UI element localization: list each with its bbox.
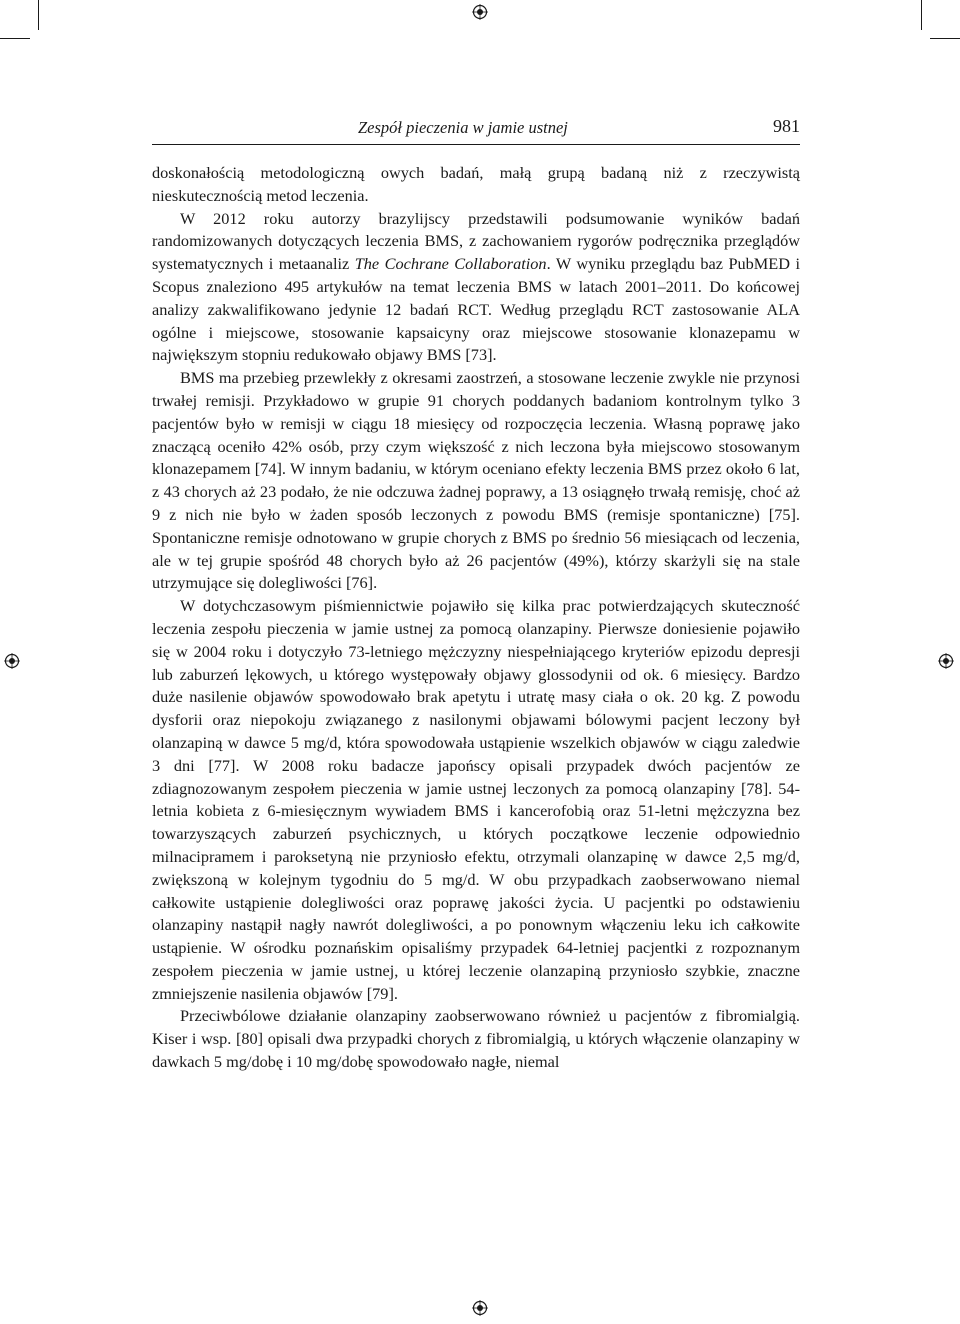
text-segment: . W wyniku przeglądu baz PubMED i Scopus znaleziono 495 artykułów na temat leczenia BMS w latach 2001–2011. Do końcowej analizy zakwalifikowano jedynie 12 badań RCT. Według przeglądu RCT zastosowanie ALA ogólne i miejscowe, stosowanie kapsaicyny oraz miejscowe stosowanie klonazepamu w największym stopniu redukowało objawy BMS [73]. — [152, 254, 800, 365]
running-title: Zespół pieczenia w jamie ustnej — [358, 118, 568, 137]
registration-mark-top-icon — [472, 4, 488, 20]
crop-mark-top-right-vertical — [921, 0, 922, 30]
text-segment: Przeciwbólowe działanie olanzapiny zaobserwowano również u pacjentów z fibromialgią. Kiser i wsp. [80] opisali dwa przypadki chorych z fibromialgią, u których włączenie olanzapiny w dawkach 5 mg/dobę i 10 mg/dobę spowodowało nagłe, niemal — [152, 1006, 800, 1072]
paragraph-4 — [152, 595, 800, 1005]
italic-text: The Cochrane Collaboration — [354, 254, 547, 274]
crop-mark-top-left-vertical — [38, 0, 39, 30]
crop-mark-top-right-horizontal — [930, 38, 960, 39]
registration-mark-right-icon — [938, 653, 954, 669]
text-segment: W 2012 roku autorzy brazylijscy przedstawili podsumowanie wyników badań randomizowanych dotyczących leczenia BMS, z zachowaniem rygorów podręcznika przeglądów systematycznych i metaanaliz — [152, 208, 800, 274]
text-segment: BMS ma przebieg przewlekły z okresami zaostrzeń, a stosowane leczenie zwykle nie przynosi trwałej remisji. Przykładowo w grupie 91 chorych poddanych badaniom kontrolnym tylko 3 pacjentów było w remisji w ciągu 18 miesięcy od rozpoczęcia leczenia. Własną poprawę jako znaczącą oceniło 42% osób, przy czym większość z nich leczona była miejscowo stosowanym klonazepamem [74]. W innym badaniu, w którym oceniano efekty leczenia BMS przez około 6 lat, z 43 chorych aż 23 podało, że nie odczuwa żadnej poprawy, a 13 osiągnęło trwałą remisję, choć aż 9 z nich nie było w żaden sposób leczonych z powodu BMS (remisje spontaniczne) [75]. Spontaniczne remisje odnotowano w grupie chorych z BMS po średnio 56 miesiącach od leczenia, ale w tej grupie spośród 48 chorych było aż 26 pacjentów (49%), którzy skarżyli się na stale utrzymujące się dolegliwości [76]. — [152, 368, 800, 593]
paragraph-2 — [152, 208, 800, 368]
paragraph-3 — [152, 367, 800, 595]
registration-mark-left-icon — [4, 653, 20, 669]
text-segment: doskonałością metodologiczną owych badań, małą grupą badaną niż z rzeczywistą nieskutecznością metod leczenia. — [152, 163, 800, 205]
paragraph-1 — [152, 162, 800, 208]
text-segment: W dotychczasowym piśmiennictwie pojawiło się kilka prac potwierdzających skuteczność leczenia zespołu pieczenia w jamie ustnej za pomocą olanzapiny. Pierwsze doniesienie pojawiło się w 2004 roku i dotyczyło 73-letniego mężczyzny niespełniającego kryteriów epizodu depresji lub zaburzeń lękowych, u którego występowały objawy glossodynii od ok. 6 miesięcy. Bardzo duże nasilenie objawów spowodowało brak apetytu i utratę masy ciała o ok. 20 kg. Z powodu dysforii oraz niepokoju związanego z nasilonymi objawami bólowymi pacjent leczony był olanzapiną w dawce 5 mg/d, która spowodowała ustąpienie wszelkich objawów w ciągu zaledwie 3 dni [77]. W 2008 roku badacze japońscy opisali przypadek dwóch pacjentów ze zdiagnozowanym zespołem pieczenia w jamie ustnej leczonych za pomocą olanzapiny [78]. 54-letnia kobieta z 6-miesięcznym wywiadem BMS i kancerofobią oraz 51-letni mężczyzna bez towarzyszących zaburzeń psychicznych, u których początkowe leczenie odpowiednio milnacipramem i paroksetyną nie przyniosło efektu, otrzymali olanzapinę w dawce 2,5 mg/d, zwiększoną w kolejnym tygodniu do 5 mg/d. W obu przypadkach zaobserwowano niemal całkowite ustąpienie dolegliwości oraz poprawę jakości życia. U pacjentki po odstawieniu olanzapiny nastąpił nagły nawrót dolegliwości, a po ponownym włączeniu leku ich całkowite ustąpienie. W ośrodku poznańskim opisaliśmy przypadek 64-letniej pacjentki z rozpoznanym zespołem pieczenia w jamie ustnej, u której leczenie olanzapiną przyniosło szybkie, znaczne zmniejszenie nasilenia objawów [79]. — [152, 596, 800, 1003]
registration-mark-bottom-icon — [472, 1300, 488, 1316]
paragraph-5 — [152, 1005, 800, 1073]
crop-mark-top-left-horizontal — [0, 38, 30, 39]
body-text — [152, 162, 800, 1074]
running-header — [152, 114, 800, 145]
page-number: 981 — [773, 116, 800, 136]
